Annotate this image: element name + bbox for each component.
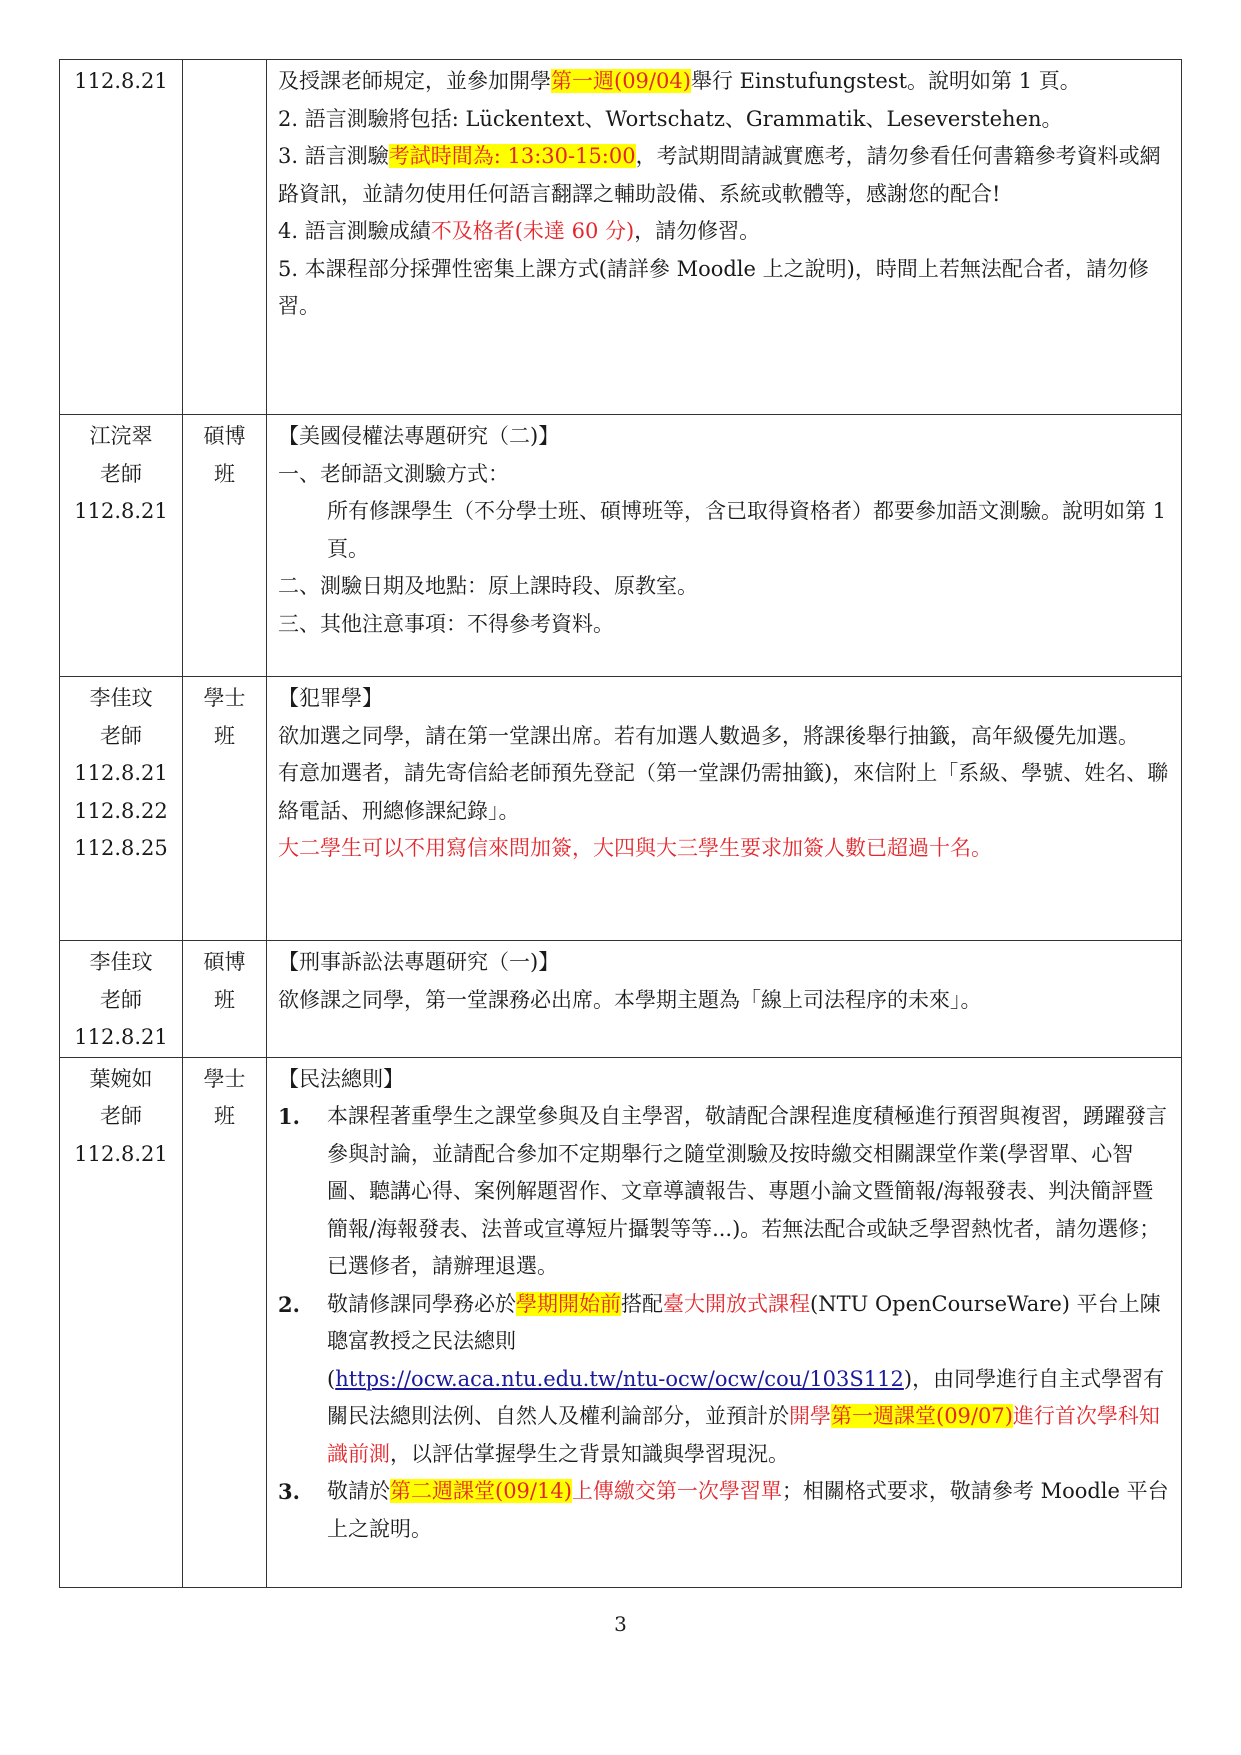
table-row [60,1057,1182,1587]
class-cell [183,60,267,415]
teacher-name: 李佳玟 [89,686,153,710]
item-number: 1. [278,1104,300,1129]
item-number: 2. [278,1291,300,1317]
class-cell [183,677,267,941]
item-number: 3. [278,1479,300,1504]
class-label: 班 [214,987,235,1012]
content-cell [267,60,1182,415]
course-title: 【刑事訴訟法專題研究（一)】 [278,950,560,974]
teacher-cell [60,677,183,941]
date-label: 112.8.25 [74,836,168,860]
teacher-title: 老師 [100,461,142,486]
teacher-name: 葉婉如 [89,1066,153,1091]
paragraph: 一、老師語文測驗方式： [278,461,509,486]
class-cell [183,1057,267,1587]
date-label: 112.8.21 [74,499,168,523]
numbered-item: 2. 敬請修課同學務必於學期開始前搭配臺大開放式課程(NTU OpenCourseWare) 平台上陳聰富教授之民法總則 (https://ocw.aca.ntu.edu.tw/ntu-ocw/ocw/cou/103S112)，由同學進行自主式學習有關民法總則法例、自然人及權利論部分，並預計於開學第一週課堂(09/07)進行首次學科知識前測，以評估掌握學生之背景知識與學習現況。 [278,1286,1171,1474]
highlighted-text: 學期開始前 [516,1291,621,1316]
teacher-cell [60,941,183,1058]
date-label: 112.8.21 [74,1141,168,1166]
highlighted-text: 第一週課堂(09/07) [831,1404,1013,1428]
red-text: 開學 [789,1404,831,1428]
numbered-item: 1. 本課程著重學生之課堂參與及自主學習，敬請配合課程進度積極進行預習與複習，踴躍發言參與討論，並請配合參加不定期舉行之隨堂測驗及按時繳交相關課堂作業(學習單、心智圖、聽講心得、案例解題習作、文章導讀報告、專題小論文暨簡報/海報發表、判決簡評暨簡報/海報發表、法普或宣導短片攝製等等...)。若無法配合或缺乏學習熱忱者，請勿選修；已選修者，請辦理退選。 [278,1098,1171,1286]
table-row [60,677,1182,941]
highlighted-text: 第二週課堂(09/14) [390,1479,572,1503]
paragraph: 4. 語言測驗成績不及格者(未達 60 分)，請勿修習。 [278,219,761,243]
paragraph: 有意加選者，請先寄信給老師預先登記（第一堂課仍需抽籤)，來信附上「系級、學號、姓名、聯絡電話、刑總修課紀錄」。 [278,761,1169,823]
date-label: 112.8.21 [74,761,168,785]
course-title: 【美國侵權法專題研究（二)】 [278,424,560,448]
class-cell [183,941,267,1058]
paragraph: 欲加選之同學，請在第一堂課出席。若有加選人數過多，將課後舉行抽籤，高年級優先加選。 [278,723,1139,748]
date-label: 112.8.21 [74,1025,168,1049]
highlighted-text: 第一週(09/04) [551,69,691,93]
class-label: 碩博 [203,424,246,448]
class-label: 班 [214,1104,235,1128]
page-number: 3 [614,1612,627,1636]
course-title: 【民法總則】 [278,1066,404,1091]
teacher-title: 老師 [100,1104,142,1128]
ocw-course-link[interactable]: https://ocw.aca.ntu.edu.tw/ntu-ocw/ocw/cou/103S112 [335,1366,904,1391]
red-text: 進行首次學科知識前測 [327,1404,1160,1466]
date-label: 112.8.21 [74,69,168,93]
highlighted-text: 考試時間為: 13:30-15:00 [388,144,636,168]
content-cell [267,677,1182,941]
content-cell [267,1057,1182,1587]
paragraph: 二、測驗日期及地點：原上課時段、原教室。 [278,574,698,598]
red-text: 不及格者(未達 60 分) [430,219,635,243]
red-text: 上傳繳交第一次學習單 [571,1479,782,1503]
teacher-title: 老師 [100,723,142,748]
class-label: 碩博 [203,950,246,974]
teacher-name: 李佳玟 [89,950,153,974]
paragraph: 所有修課學生（不分學士班、碩博班等，含已取得資格者）都要參加語文測驗。說明如第 1 頁。 [327,499,1167,561]
class-label: 學士 [203,1066,246,1091]
paragraph: 及授課老師規定，並參加開學第一週(09/04)舉行 Einstufungstest。說明如第 1 頁。 [278,69,1081,93]
content-cell [267,941,1182,1058]
paragraph: 欲修課之同學，第一堂課務必出席。本學期主題為「線上司法程序的未來」。 [278,987,982,1012]
teacher-name: 江浣翠 [89,424,153,448]
teacher-cell [60,60,183,415]
announcement-table [59,59,1182,1588]
class-label: 班 [214,723,235,748]
numbered-item: 3. 敬請於第二週課堂(09/14)上傳繳交第一次學習單；相關格式要求，敬請參考 Moodle 平台上之說明。 [278,1473,1171,1548]
class-label: 班 [214,461,235,486]
date-label: 112.8.22 [74,798,168,823]
class-cell [183,415,267,677]
red-text: 臺大開放式課程 [663,1291,810,1316]
teacher-cell [60,1057,183,1587]
paragraph: 三、其他注意事項：不得參考資料。 [278,611,614,636]
course-title: 【犯罪學】 [278,686,383,710]
class-label: 學士 [203,686,246,710]
teacher-cell [60,415,183,677]
table-row [60,415,1182,677]
paragraph: 2. 語言測驗將包括: Lückentext、Wortschatz、Grammatik、Leseverstehen。 [278,106,1063,131]
red-notice: 大二學生可以不用寫信來問加簽，大四與大三學生要求加簽人數已超過十名。 [278,836,992,860]
paragraph: 5. 本課程部分採彈性密集上課方式(請詳參 Moodle 上之說明)，時間上若無法配合者，請勿修習。 [278,256,1149,318]
paragraph: 3. 語言測驗考試時間為: 13:30-15:00，考試期間請誠實應考，請勿參看任何書籍參考資料或網路資訊，並請勿使用任何語言翻譯之輔助設備、系統或軟體等，感謝您的配合! [278,144,1161,206]
table-row [60,941,1182,1058]
content-cell [267,415,1182,677]
teacher-title: 老師 [100,987,142,1012]
table-row [60,60,1182,415]
